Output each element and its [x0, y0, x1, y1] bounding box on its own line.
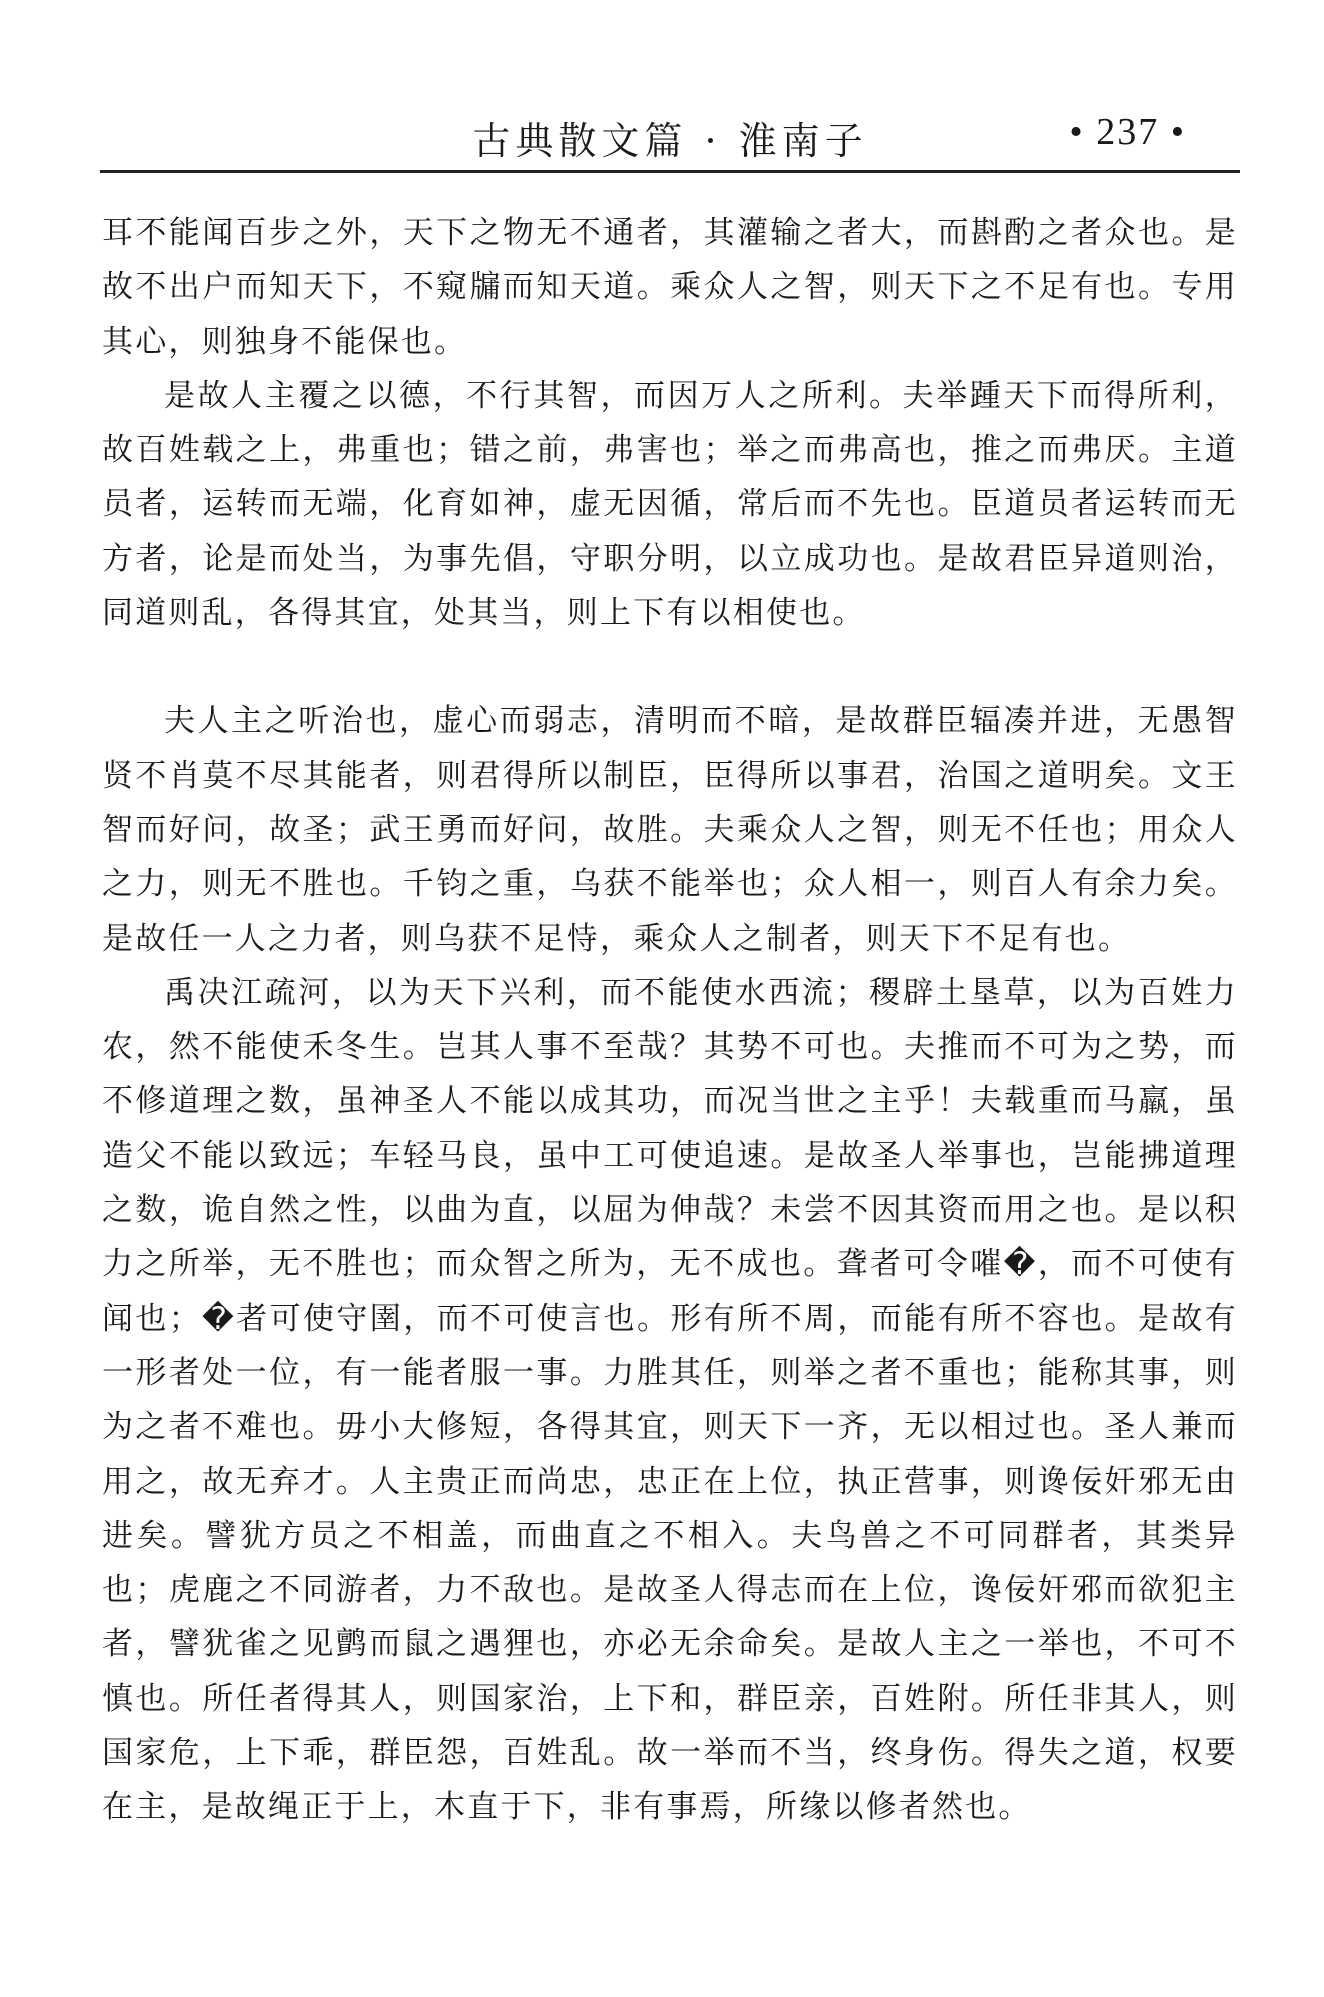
paragraph-4: 禹决江疏河，以为天下兴利，而不能使水西流；稷辟土垦草，以为百姓力农，然不能使禾冬生。岂其人事不至哉？其势不可也。夫推而不可为之势，而不修道理之数，虽神圣人不能以成其功，而况当世之主乎！夫载重而马羸，虽造父不能以致远；车轻马良，虽中工可使追速。是故圣人举事也，岂能拂道理之数，诡自然之性，以曲为直，以屈为伸哉？未尝不因其资而用之也。是以积力之所举，无不胜也；而众智之所为，无不成也。聋者可令嗺�，而不可使有闻也；�者可使守圉，而不可使言也。形有所不周，而能有所不容也。是故有一形者处一位，有一能者服一事。力胜其任，则举之者不重也；能称其事，则为之者不难也。毋小大修短，各得其宜，则天下一齐，无以相过也。圣人兼而用之，故无弃才。人主贵正而尚忠，忠正在上位，执正营事，则谗佞奸邪无由进矣。譬犹方员之不相盖，而曲直之不相入。夫鸟兽之不可同群者，其类异也；虎鹿之不同游者，力不敌也。是故圣人得志而在上位，谗佞奸邪而欲犯主者，譬犹雀之见鹯而鼠之遇狸也，亦必无余命矣。是故人主之一举也，不可不慎也。所任者得其人，则国家治，上下和，群臣亲，百姓附。所任非其人，则国家危，上下乖，群臣怨，百姓乱。故一举而不当，终身伤。得失之道，权要在主，是故绳正于上，木直于下，非有事焉，所缘以修者然也。: [102, 974, 1238, 1826]
paragraph-1: 耳不能闻百步之外，天下之物无不通者，其灌输之者大，而斟酌之者众也。是故不出户而知天下，不窥牖而知天道。乘众人之智，则天下之不足有也。专用其心，则独身不能保也。: [102, 215, 1238, 360]
paragraph-2: 是故人主覆之以德，不行其智，而因万人之所利。夫举踵天下而得所利，故百姓载之上，弗重也；错之前，弗害也；举之而弗高也，推之而弗厌。主道员者，运转而无端，化育如神，虚无因循，常后而不先也。臣道员者运转而无方者，论是而处当，为事先倡，守职分明，以立成功也。是故君臣异道则治，同道则乱，各得其宜，处其当，则上下有以相使也。: [102, 377, 1238, 632]
body-text: [102, 206, 1238, 1835]
paragraph-3: 夫人主之听治也，虚心而弱志，清明而不暗，是故群臣辐凑并进，无愚智贤不肖莫不尽其能者，则君得所以制臣，臣得所以事君，治国之道明矣。文王智而好问，故圣；武王勇而好问，故胜。夫乘众人之智，则无不任也；用众人之力，则无不胜也。千钧之重，乌获不能举也；众人相一，则百人有余力矣。是故任一人之力者，则乌获不足恃，乘众人之制者，则天下不足有也。: [102, 703, 1238, 957]
running-head: [100, 100, 1240, 170]
page-number: • 237 •: [1069, 111, 1186, 153]
header-rule: [100, 170, 1240, 173]
running-title: 古典散文篇 · 淮南子: [472, 119, 868, 163]
